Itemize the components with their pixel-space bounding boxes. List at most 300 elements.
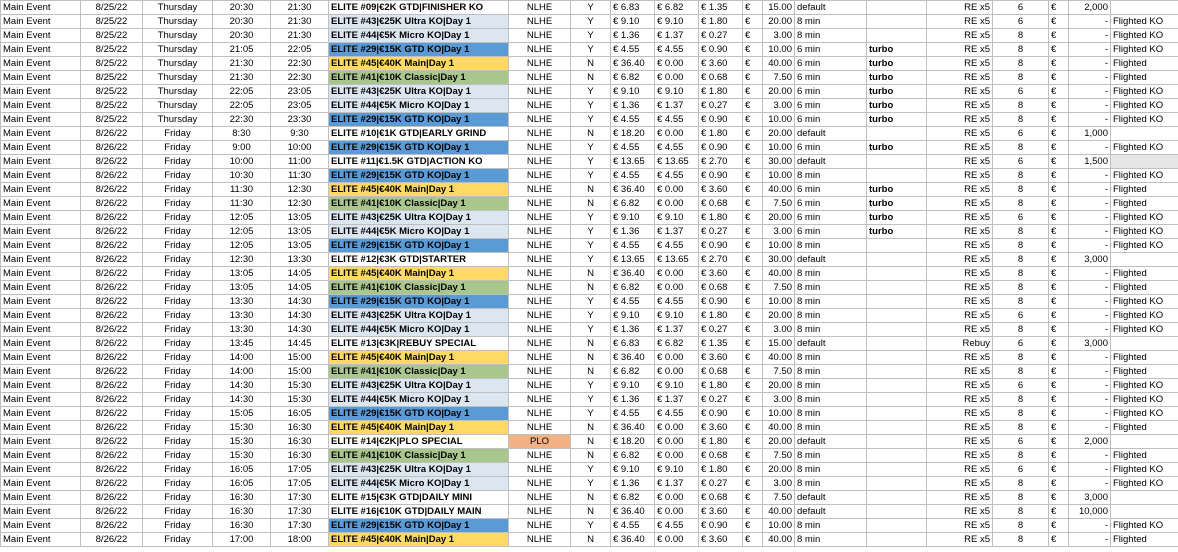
end-time-cell[interactable]: 9:30 [271, 127, 329, 141]
table-row[interactable] [1, 253, 1178, 267]
table-size-cell[interactable]: 8 [993, 141, 1049, 155]
table-size-cell[interactable]: 8 [993, 99, 1049, 113]
structure-cell[interactable]: Flighted [1111, 449, 1178, 463]
currency-cell[interactable]: € [743, 57, 763, 71]
event-cell[interactable]: Main Event [1, 323, 81, 337]
event-cell[interactable]: Main Event [1, 183, 81, 197]
end-time-cell[interactable]: 14:30 [271, 295, 329, 309]
buyin-cell[interactable]: € 4.55 [611, 169, 655, 183]
tournament-name-cell[interactable]: ELITE #29|€15K GTD KO|Day 1 [329, 239, 509, 253]
table-row[interactable] [1, 127, 1178, 141]
structure-cell[interactable]: Flighted [1111, 71, 1178, 85]
date-cell[interactable]: 8/25/22 [81, 99, 143, 113]
total-cell[interactable]: 15.00 [763, 337, 795, 351]
table-row[interactable] [1, 57, 1178, 71]
table-row[interactable] [1, 393, 1178, 407]
fee-cell[interactable]: € 0.90 [699, 141, 743, 155]
blind-level-cell[interactable]: 6 min [795, 85, 867, 99]
fee-cell[interactable]: € 0.68 [699, 449, 743, 463]
start-time-cell[interactable]: 20:30 [213, 1, 271, 15]
tournament-name-cell[interactable]: ELITE #44|€5K Micro KO|Day 1 [329, 393, 509, 407]
currency-cell[interactable]: € [743, 85, 763, 99]
bounty-cell[interactable]: € 1.37 [655, 323, 699, 337]
gtd-currency-cell[interactable]: € [1049, 1, 1069, 15]
bounty-cell[interactable]: € 9.10 [655, 309, 699, 323]
gtd-currency-cell[interactable]: € [1049, 309, 1069, 323]
currency-cell[interactable]: € [743, 99, 763, 113]
table-size-cell[interactable]: 8 [993, 533, 1049, 547]
gtd-currency-cell[interactable]: € [1049, 519, 1069, 533]
game-type-cell[interactable]: NLHE [509, 533, 571, 547]
total-cell[interactable]: 20.00 [763, 379, 795, 393]
blind-level-cell[interactable]: 8 min [795, 239, 867, 253]
gtd-currency-cell[interactable]: € [1049, 57, 1069, 71]
total-cell[interactable]: 20.00 [763, 435, 795, 449]
bounty-cell[interactable]: € 0.00 [655, 449, 699, 463]
date-cell[interactable]: 8/26/22 [81, 491, 143, 505]
ko-flag-cell[interactable]: Y [571, 225, 611, 239]
ko-flag-cell[interactable]: Y [571, 43, 611, 57]
buyin-cell[interactable]: € 6.82 [611, 197, 655, 211]
gtd-cell[interactable]: - [1069, 309, 1111, 323]
blind-level-cell[interactable]: 8 min [795, 295, 867, 309]
fee-cell[interactable]: € 2.70 [699, 253, 743, 267]
game-type-cell[interactable]: NLHE [509, 141, 571, 155]
bounty-cell[interactable]: € 9.10 [655, 379, 699, 393]
structure-cell[interactable]: Flighted [1111, 57, 1178, 71]
speed-cell[interactable] [867, 491, 927, 505]
gtd-currency-cell[interactable]: € [1049, 533, 1069, 547]
date-cell[interactable]: 8/26/22 [81, 141, 143, 155]
reentry-cell[interactable]: RE x5 [927, 323, 993, 337]
date-cell[interactable]: 8/26/22 [81, 449, 143, 463]
reentry-cell[interactable]: RE x5 [927, 71, 993, 85]
end-time-cell[interactable]: 16:30 [271, 435, 329, 449]
total-cell[interactable]: 10.00 [763, 295, 795, 309]
gtd-currency-cell[interactable]: € [1049, 295, 1069, 309]
date-cell[interactable]: 8/26/22 [81, 379, 143, 393]
bounty-cell[interactable]: € 0.00 [655, 435, 699, 449]
event-cell[interactable]: Main Event [1, 267, 81, 281]
tournament-name-cell[interactable]: ELITE #29|€15K GTD KO|Day 1 [329, 169, 509, 183]
end-time-cell[interactable]: 17:05 [271, 477, 329, 491]
table-size-cell[interactable]: 8 [993, 225, 1049, 239]
blind-level-cell[interactable]: 6 min [795, 43, 867, 57]
end-time-cell[interactable]: 15:00 [271, 365, 329, 379]
ko-flag-cell[interactable]: N [571, 449, 611, 463]
currency-cell[interactable]: € [743, 449, 763, 463]
currency-cell[interactable]: € [743, 141, 763, 155]
game-type-cell[interactable]: NLHE [509, 15, 571, 29]
start-time-cell[interactable]: 22:05 [213, 99, 271, 113]
table-row[interactable] [1, 1, 1178, 15]
event-cell[interactable]: Main Event [1, 197, 81, 211]
end-time-cell[interactable]: 14:30 [271, 309, 329, 323]
speed-cell[interactable]: turbo [867, 225, 927, 239]
gtd-currency-cell[interactable]: € [1049, 491, 1069, 505]
table-size-cell[interactable]: 8 [993, 267, 1049, 281]
table-size-cell[interactable]: 8 [993, 351, 1049, 365]
buyin-cell[interactable]: € 4.55 [611, 239, 655, 253]
start-time-cell[interactable]: 16:05 [213, 477, 271, 491]
date-cell[interactable]: 8/25/22 [81, 29, 143, 43]
buyin-cell[interactable]: € 36.40 [611, 183, 655, 197]
reentry-cell[interactable]: RE x5 [927, 519, 993, 533]
gtd-cell[interactable]: - [1069, 449, 1111, 463]
date-cell[interactable]: 8/26/22 [81, 477, 143, 491]
tournament-name-cell[interactable]: ELITE #43|€25K Ultra KO|Day 1 [329, 15, 509, 29]
end-time-cell[interactable]: 16:05 [271, 407, 329, 421]
ko-flag-cell[interactable]: Y [571, 239, 611, 253]
ko-flag-cell[interactable]: N [571, 71, 611, 85]
end-time-cell[interactable]: 13:05 [271, 239, 329, 253]
end-time-cell[interactable]: 12:30 [271, 183, 329, 197]
fee-cell[interactable]: € 0.27 [699, 323, 743, 337]
currency-cell[interactable]: € [743, 421, 763, 435]
total-cell[interactable]: 3.00 [763, 477, 795, 491]
fee-cell[interactable]: € 2.70 [699, 155, 743, 169]
gtd-cell[interactable]: - [1069, 169, 1111, 183]
start-time-cell[interactable]: 9:00 [213, 141, 271, 155]
fee-cell[interactable]: € 3.60 [699, 351, 743, 365]
tournament-name-cell[interactable]: ELITE #29|€15K GTD KO|Day 1 [329, 295, 509, 309]
table-size-cell[interactable]: 8 [993, 519, 1049, 533]
currency-cell[interactable]: € [743, 183, 763, 197]
ko-flag-cell[interactable]: N [571, 421, 611, 435]
fee-cell[interactable]: € 1.80 [699, 15, 743, 29]
table-size-cell[interactable]: 8 [993, 323, 1049, 337]
structure-cell[interactable]: Flighted KO [1111, 295, 1178, 309]
start-time-cell[interactable]: 12:30 [213, 253, 271, 267]
table-size-cell[interactable]: 8 [993, 407, 1049, 421]
game-type-cell[interactable]: NLHE [509, 211, 571, 225]
day-cell[interactable]: Friday [143, 491, 213, 505]
fee-cell[interactable]: € 0.68 [699, 71, 743, 85]
game-type-cell[interactable]: NLHE [509, 337, 571, 351]
blind-level-cell[interactable]: 8 min [795, 281, 867, 295]
currency-cell[interactable]: € [743, 211, 763, 225]
event-cell[interactable]: Main Event [1, 379, 81, 393]
day-cell[interactable]: Friday [143, 519, 213, 533]
table-size-cell[interactable]: 6 [993, 85, 1049, 99]
ko-flag-cell[interactable]: Y [571, 309, 611, 323]
date-cell[interactable]: 8/26/22 [81, 211, 143, 225]
blind-level-cell[interactable]: 6 min [795, 211, 867, 225]
blind-level-cell[interactable]: 8 min [795, 477, 867, 491]
buyin-cell[interactable]: € 9.10 [611, 211, 655, 225]
start-time-cell[interactable]: 15:05 [213, 407, 271, 421]
game-type-cell[interactable]: NLHE [509, 491, 571, 505]
start-time-cell[interactable]: 20:30 [213, 29, 271, 43]
event-cell[interactable]: Main Event [1, 449, 81, 463]
structure-cell[interactable] [1111, 337, 1178, 351]
end-time-cell[interactable]: 13:05 [271, 211, 329, 225]
structure-cell[interactable]: Flighted KO [1111, 463, 1178, 477]
day-cell[interactable]: Friday [143, 379, 213, 393]
gtd-currency-cell[interactable]: € [1049, 113, 1069, 127]
gtd-currency-cell[interactable]: € [1049, 449, 1069, 463]
currency-cell[interactable]: € [743, 309, 763, 323]
day-cell[interactable]: Thursday [143, 85, 213, 99]
reentry-cell[interactable]: RE x5 [927, 295, 993, 309]
buyin-cell[interactable]: € 18.20 [611, 435, 655, 449]
total-cell[interactable]: 15.00 [763, 1, 795, 15]
table-row[interactable] [1, 295, 1178, 309]
tournament-name-cell[interactable]: ELITE #29|€15K GTD KO|Day 1 [329, 43, 509, 57]
bounty-cell[interactable]: € 0.00 [655, 365, 699, 379]
event-cell[interactable]: Main Event [1, 463, 81, 477]
table-size-cell[interactable]: 6 [993, 337, 1049, 351]
date-cell[interactable]: 8/26/22 [81, 267, 143, 281]
speed-cell[interactable] [867, 267, 927, 281]
gtd-currency-cell[interactable]: € [1049, 99, 1069, 113]
buyin-cell[interactable]: € 36.40 [611, 267, 655, 281]
ko-flag-cell[interactable]: Y [571, 463, 611, 477]
structure-cell[interactable] [1111, 505, 1178, 519]
total-cell[interactable]: 40.00 [763, 533, 795, 547]
reentry-cell[interactable]: RE x5 [927, 57, 993, 71]
total-cell[interactable]: 3.00 [763, 99, 795, 113]
buyin-cell[interactable]: € 1.36 [611, 29, 655, 43]
structure-cell[interactable]: Flighted KO [1111, 113, 1178, 127]
table-row[interactable] [1, 169, 1178, 183]
day-cell[interactable]: Thursday [143, 15, 213, 29]
buyin-cell[interactable]: € 4.55 [611, 43, 655, 57]
speed-cell[interactable] [867, 323, 927, 337]
tournament-name-cell[interactable]: ELITE #41|€10K Classic|Day 1 [329, 71, 509, 85]
gtd-currency-cell[interactable]: € [1049, 15, 1069, 29]
end-time-cell[interactable]: 21:30 [271, 1, 329, 15]
bounty-cell[interactable]: € 1.37 [655, 393, 699, 407]
gtd-cell[interactable]: - [1069, 225, 1111, 239]
structure-cell[interactable]: Flighted KO [1111, 225, 1178, 239]
date-cell[interactable]: 8/25/22 [81, 15, 143, 29]
buyin-cell[interactable]: € 1.36 [611, 225, 655, 239]
total-cell[interactable]: 40.00 [763, 505, 795, 519]
game-type-cell[interactable]: NLHE [509, 393, 571, 407]
game-type-cell[interactable]: NLHE [509, 323, 571, 337]
reentry-cell[interactable]: RE x5 [927, 379, 993, 393]
total-cell[interactable]: 20.00 [763, 127, 795, 141]
structure-cell[interactable] [1111, 127, 1178, 141]
day-cell[interactable]: Friday [143, 449, 213, 463]
event-cell[interactable]: Main Event [1, 43, 81, 57]
table-row[interactable] [1, 239, 1178, 253]
buyin-cell[interactable]: € 36.40 [611, 57, 655, 71]
event-cell[interactable]: Main Event [1, 407, 81, 421]
date-cell[interactable]: 8/25/22 [81, 1, 143, 15]
ko-flag-cell[interactable]: N [571, 337, 611, 351]
gtd-currency-cell[interactable]: € [1049, 477, 1069, 491]
game-type-cell[interactable]: NLHE [509, 43, 571, 57]
start-time-cell[interactable]: 15:30 [213, 421, 271, 435]
event-cell[interactable]: Main Event [1, 225, 81, 239]
bounty-cell[interactable]: € 1.37 [655, 225, 699, 239]
tournament-name-cell[interactable]: ELITE #09|€2K GTD|FINISHER KO [329, 1, 509, 15]
ko-flag-cell[interactable]: Y [571, 85, 611, 99]
event-cell[interactable]: Main Event [1, 85, 81, 99]
tournament-name-cell[interactable]: ELITE #29|€15K GTD KO|Day 1 [329, 407, 509, 421]
blind-level-cell[interactable]: 6 min [795, 183, 867, 197]
fee-cell[interactable]: € 3.60 [699, 267, 743, 281]
gtd-cell[interactable]: - [1069, 141, 1111, 155]
date-cell[interactable]: 8/26/22 [81, 225, 143, 239]
event-cell[interactable]: Main Event [1, 281, 81, 295]
event-cell[interactable]: Main Event [1, 71, 81, 85]
total-cell[interactable]: 20.00 [763, 211, 795, 225]
fee-cell[interactable]: € 0.68 [699, 281, 743, 295]
table-size-cell[interactable]: 8 [993, 505, 1049, 519]
start-time-cell[interactable]: 13:30 [213, 323, 271, 337]
start-time-cell[interactable]: 16:30 [213, 519, 271, 533]
buyin-cell[interactable]: € 6.82 [611, 71, 655, 85]
reentry-cell[interactable]: RE x5 [927, 533, 993, 547]
game-type-cell[interactable]: NLHE [509, 183, 571, 197]
bounty-cell[interactable]: € 0.00 [655, 533, 699, 547]
blind-level-cell[interactable]: 8 min [795, 393, 867, 407]
table-row[interactable] [1, 519, 1178, 533]
start-time-cell[interactable]: 10:00 [213, 155, 271, 169]
end-time-cell[interactable]: 14:30 [271, 323, 329, 337]
game-type-cell[interactable]: NLHE [509, 127, 571, 141]
ko-flag-cell[interactable]: N [571, 505, 611, 519]
bounty-cell[interactable]: € 0.00 [655, 267, 699, 281]
fee-cell[interactable]: € 3.60 [699, 533, 743, 547]
fee-cell[interactable]: € 0.90 [699, 113, 743, 127]
gtd-cell[interactable]: - [1069, 211, 1111, 225]
start-time-cell[interactable]: 22:30 [213, 113, 271, 127]
ko-flag-cell[interactable]: N [571, 435, 611, 449]
blind-level-cell[interactable]: 8 min [795, 449, 867, 463]
currency-cell[interactable]: € [743, 197, 763, 211]
gtd-cell[interactable]: 10,000 [1069, 505, 1111, 519]
gtd-cell[interactable]: - [1069, 519, 1111, 533]
day-cell[interactable]: Friday [143, 435, 213, 449]
game-type-cell[interactable]: NLHE [509, 365, 571, 379]
tournament-name-cell[interactable]: ELITE #41|€10K Classic|Day 1 [329, 281, 509, 295]
ko-flag-cell[interactable]: Y [571, 295, 611, 309]
event-cell[interactable]: Main Event [1, 29, 81, 43]
end-time-cell[interactable]: 13:30 [271, 253, 329, 267]
tournament-name-cell[interactable]: ELITE #12|€3K GTD|STARTER [329, 253, 509, 267]
game-type-cell[interactable]: NLHE [509, 169, 571, 183]
table-size-cell[interactable]: 8 [993, 491, 1049, 505]
speed-cell[interactable] [867, 393, 927, 407]
ko-flag-cell[interactable]: Y [571, 211, 611, 225]
bounty-cell[interactable]: € 0.00 [655, 57, 699, 71]
structure-cell[interactable]: Flighted KO [1111, 379, 1178, 393]
table-size-cell[interactable]: 8 [993, 183, 1049, 197]
day-cell[interactable]: Friday [143, 337, 213, 351]
ko-flag-cell[interactable]: N [571, 491, 611, 505]
total-cell[interactable]: 10.00 [763, 519, 795, 533]
total-cell[interactable]: 7.50 [763, 71, 795, 85]
total-cell[interactable]: 10.00 [763, 239, 795, 253]
table-size-cell[interactable]: 8 [993, 113, 1049, 127]
game-type-cell[interactable]: NLHE [509, 57, 571, 71]
bounty-cell[interactable]: € 9.10 [655, 463, 699, 477]
gtd-currency-cell[interactable]: € [1049, 435, 1069, 449]
day-cell[interactable]: Friday [143, 477, 213, 491]
buyin-cell[interactable]: € 6.82 [611, 365, 655, 379]
reentry-cell[interactable]: RE x5 [927, 421, 993, 435]
day-cell[interactable]: Thursday [143, 1, 213, 15]
event-cell[interactable]: Main Event [1, 99, 81, 113]
date-cell[interactable]: 8/25/22 [81, 43, 143, 57]
buyin-cell[interactable]: € 4.55 [611, 519, 655, 533]
total-cell[interactable]: 3.00 [763, 225, 795, 239]
speed-cell[interactable]: turbo [867, 197, 927, 211]
currency-cell[interactable]: € [743, 127, 763, 141]
buyin-cell[interactable]: € 4.55 [611, 113, 655, 127]
gtd-cell[interactable]: - [1069, 239, 1111, 253]
fee-cell[interactable]: € 0.90 [699, 519, 743, 533]
gtd-cell[interactable]: 1,500 [1069, 155, 1111, 169]
event-cell[interactable]: Main Event [1, 1, 81, 15]
tournament-name-cell[interactable]: ELITE #41|€10K Classic|Day 1 [329, 449, 509, 463]
gtd-cell[interactable]: 3,000 [1069, 337, 1111, 351]
tournament-name-cell[interactable]: ELITE #43|€25K Ultra KO|Day 1 [329, 309, 509, 323]
total-cell[interactable]: 7.50 [763, 491, 795, 505]
table-size-cell[interactable]: 8 [993, 449, 1049, 463]
blind-level-cell[interactable]: 6 min [795, 113, 867, 127]
date-cell[interactable]: 8/26/22 [81, 337, 143, 351]
table-size-cell[interactable]: 8 [993, 169, 1049, 183]
date-cell[interactable]: 8/26/22 [81, 351, 143, 365]
speed-cell[interactable]: turbo [867, 85, 927, 99]
table-row[interactable] [1, 155, 1178, 169]
structure-cell[interactable]: Flighted KO [1111, 141, 1178, 155]
start-time-cell[interactable]: 12:05 [213, 225, 271, 239]
speed-cell[interactable] [867, 505, 927, 519]
total-cell[interactable]: 40.00 [763, 351, 795, 365]
bounty-cell[interactable]: € 0.00 [655, 421, 699, 435]
buyin-cell[interactable]: € 36.40 [611, 351, 655, 365]
tournament-name-cell[interactable]: ELITE #44|€5K Micro KO|Day 1 [329, 99, 509, 113]
buyin-cell[interactable]: € 9.10 [611, 379, 655, 393]
tournament-name-cell[interactable]: ELITE #45|€40K Main|Day 1 [329, 57, 509, 71]
ko-flag-cell[interactable]: Y [571, 519, 611, 533]
speed-cell[interactable] [867, 435, 927, 449]
date-cell[interactable]: 8/26/22 [81, 183, 143, 197]
bounty-cell[interactable]: € 4.55 [655, 239, 699, 253]
reentry-cell[interactable]: RE x5 [927, 211, 993, 225]
gtd-cell[interactable]: - [1069, 295, 1111, 309]
reentry-cell[interactable]: RE x5 [927, 1, 993, 15]
reentry-cell[interactable]: RE x5 [927, 15, 993, 29]
game-type-cell[interactable]: NLHE [509, 421, 571, 435]
reentry-cell[interactable]: RE x5 [927, 85, 993, 99]
buyin-cell[interactable]: € 36.40 [611, 505, 655, 519]
currency-cell[interactable]: € [743, 519, 763, 533]
blind-level-cell[interactable]: 6 min [795, 225, 867, 239]
tournament-name-cell[interactable]: ELITE #44|€5K Micro KO|Day 1 [329, 225, 509, 239]
structure-cell[interactable]: Flighted KO [1111, 43, 1178, 57]
buyin-cell[interactable]: € 36.40 [611, 421, 655, 435]
table-size-cell[interactable]: 6 [993, 463, 1049, 477]
structure-cell[interactable] [1111, 491, 1178, 505]
buyin-cell[interactable]: € 9.10 [611, 85, 655, 99]
speed-cell[interactable] [867, 309, 927, 323]
speed-cell[interactable] [867, 463, 927, 477]
table-size-cell[interactable]: 8 [993, 57, 1049, 71]
blind-level-cell[interactable]: 8 min [795, 421, 867, 435]
gtd-currency-cell[interactable]: € [1049, 505, 1069, 519]
day-cell[interactable]: Friday [143, 463, 213, 477]
total-cell[interactable]: 3.00 [763, 29, 795, 43]
speed-cell[interactable] [867, 253, 927, 267]
day-cell[interactable]: Friday [143, 365, 213, 379]
